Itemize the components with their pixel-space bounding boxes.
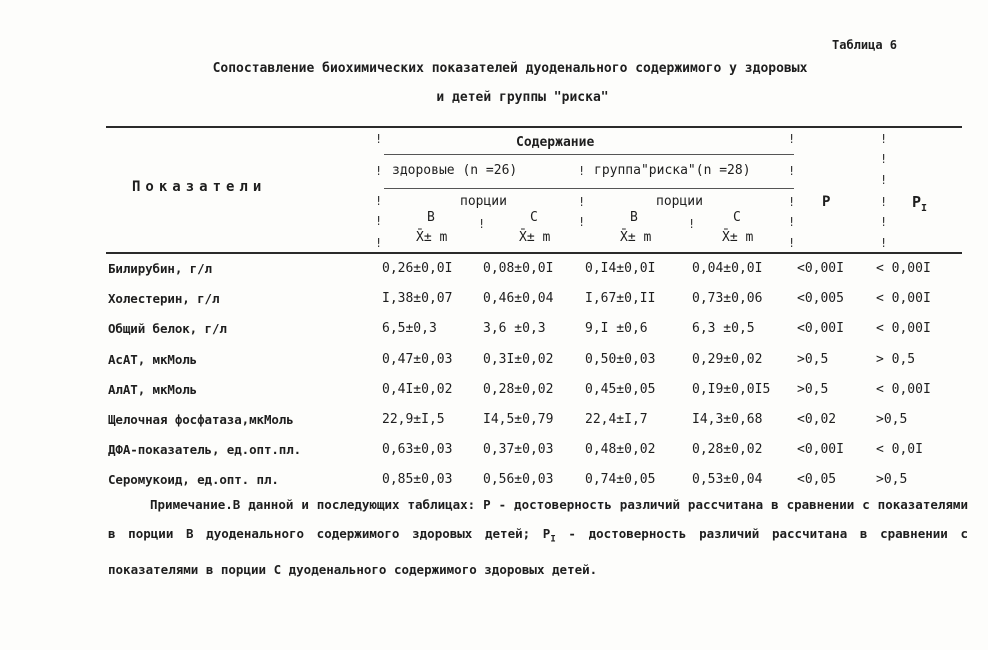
p-value: >0,5 [797,382,829,397]
risk-c-value: I4,3±0,68 [692,412,763,427]
healthy-c-value: 0,46±0,04 [483,291,554,306]
healthy-b-stat: X̄± m [416,230,448,245]
p-value: <0,00I [797,261,844,276]
table-note [108,490,968,584]
risk-c-value: 0,I9±0,0I5 [692,382,771,397]
column-mark: ! [578,215,586,229]
column-mark: ! [788,236,796,250]
healthy-c-value: 0,3I±0,02 [483,352,554,367]
healthy-c-stat: X̄± m [519,230,551,245]
row-label: Серомукоид, ед.опт. пл. [108,472,279,487]
column-mark: ! [375,194,383,208]
p1-letter: P [912,193,922,211]
risk-c-value: 0,53±0,04 [692,472,763,487]
table-number: Таблица 6 [832,38,898,52]
column-mark: ! [788,195,796,209]
column-mark: ! [788,164,796,178]
healthy-portion-c: С [530,210,538,225]
risk-c-value: 6,3 ±0,5 [692,321,755,336]
healthy-b-value: 0,85±0,03 [382,472,453,487]
column-mark: ! [478,217,486,231]
row-label: ДФА-показатель, ед.опт.пл. [108,442,302,457]
risk-c-value: 0,29±0,02 [692,352,763,367]
risk-c-stat: X̄± m [722,230,754,245]
p-value: <0,00I [797,442,844,457]
p1-subscript: I [921,203,928,214]
p-value: >0,5 [797,352,829,367]
column-mark: ! [880,152,888,166]
risk-group-header: группа"риска"(n =28) [594,163,751,178]
healthy-c-value: I4,5±0,79 [483,412,554,427]
note-text: Примечание.В данной и последующих таблицах: Р - достоверность различий рассчитана в сравнении с показателями в порции В дуоденального содержимого здоровых детей; Р [108,497,968,541]
healthy-b-value: 6,5±0,3 [382,321,437,336]
healthy-c-value: 0,08±0,0I [483,261,554,276]
healthy-portion-b: В [427,210,435,225]
risk-c-value: 0,73±0,06 [692,291,763,306]
row-label: Общий белок, г/л [108,321,227,336]
column-mark: ! [375,236,383,250]
column-mark: ! [880,173,888,187]
note-text-tail: - достоверность различий рассчитана в сравнении с показателями в порции С дуоденального содержимого здоровых детей. [108,526,968,577]
p1-value: < 0,0I [876,442,923,457]
risk-b-value: 9,I ±0,6 [585,321,648,336]
healthy-group-header: здоровые (n =26) [392,163,518,178]
column-mark: ! [880,236,888,250]
p1-value: < 0,00I [876,382,931,397]
p1-value: >0,5 [876,472,908,487]
healthy-c-value: 3,6 ±0,3 [483,321,546,336]
row-label: Холестерин, г/л [108,291,220,306]
indicator-header: Показатели [132,179,267,195]
risk-b-value: 22,4±I,7 [585,412,648,427]
p-value: <0,00I [797,321,844,336]
risk-b-value: 0,45±0,05 [585,382,656,397]
risk-b-stat: X̄± m [620,230,652,245]
column-mark: ! [880,132,888,146]
column-mark: ! [578,195,586,209]
table-title-line2: и детей группы "риска" [436,90,609,105]
healthy-portions-header: порции [460,194,507,209]
table-top-rule [106,126,962,128]
p1-value: > 0,5 [876,352,916,367]
healthy-b-value: 0,63±0,03 [382,442,453,457]
risk-portion-b: В [630,210,638,225]
p1-value: >0,5 [876,412,908,427]
column-mark: ! [880,195,888,209]
p1-header [912,193,927,214]
column-mark: ! [375,214,383,228]
p-value: <0,005 [797,291,844,306]
column-mark: ! [578,164,586,178]
column-mark: ! [788,132,796,146]
row-label: Билирубин, г/л [108,261,212,276]
column-mark: ! [880,215,888,229]
risk-b-value: 0,48±0,02 [585,442,656,457]
risk-portions-header: порции [656,194,703,209]
healthy-b-value: 0,47±0,03 [382,352,453,367]
p1-value: < 0,00I [876,261,931,276]
risk-c-value: 0,28±0,02 [692,442,763,457]
risk-c-value: 0,04±0,0I [692,261,763,276]
risk-b-value: I,67±0,II [585,291,656,306]
note-subscript: I [550,534,556,545]
column-mark: ! [375,164,383,178]
healthy-b-value: 0,26±0,0I [382,261,453,276]
risk-b-value: 0,I4±0,0I [585,261,656,276]
p1-value: < 0,00I [876,321,931,336]
risk-portion-c: С [733,210,741,225]
healthy-b-value: I,38±0,07 [382,291,453,306]
row-label: АсАТ, мкМоль [108,352,198,367]
risk-b-value: 0,50±0,03 [585,352,656,367]
content-header: Содержание [516,135,595,150]
healthy-b-value: 22,9±I,5 [382,412,445,427]
content-rule [384,154,794,155]
p-value: <0,05 [797,472,837,487]
healthy-b-value: 0,4I±0,02 [382,382,453,397]
p1-value: < 0,00I [876,291,931,306]
header-bottom-rule [106,252,962,254]
p-value: <0,02 [797,412,837,427]
healthy-c-value: 0,56±0,03 [483,472,554,487]
p-header: P [822,194,831,210]
column-mark: ! [788,215,796,229]
group-rule [384,188,794,189]
table-title-line1: Сопоставление биохимических показателей дуоденального содержимого у здоровых [212,61,808,76]
healthy-c-value: 0,37±0,03 [483,442,554,457]
row-label: АлАТ, мкМоль [108,382,198,397]
column-mark: ! [688,217,696,231]
row-label: Щелочная фосфатаза,мкМоль [108,412,294,427]
column-mark: ! [375,132,383,146]
healthy-c-value: 0,28±0,02 [483,382,554,397]
risk-b-value: 0,74±0,05 [585,472,656,487]
